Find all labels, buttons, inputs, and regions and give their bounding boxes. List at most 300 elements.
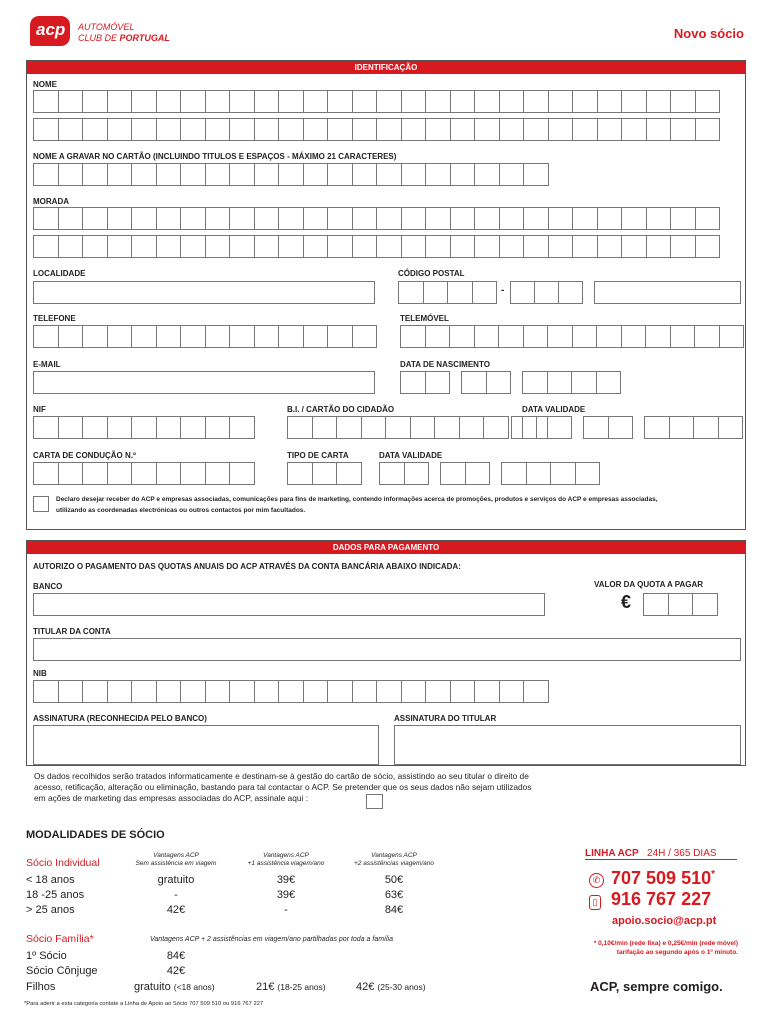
char-cell[interactable] (547, 325, 573, 348)
privacy-optout-checkbox[interactable] (366, 794, 383, 809)
char-cell[interactable] (180, 207, 206, 230)
char-cell[interactable] (425, 207, 451, 230)
char-cell[interactable] (229, 462, 255, 485)
char-cell[interactable] (499, 163, 525, 186)
char-cell[interactable] (670, 90, 696, 113)
char-cell[interactable] (522, 416, 548, 439)
bi-validade-day[interactable] (522, 416, 571, 439)
char-cell[interactable] (205, 680, 231, 703)
char-cell[interactable] (548, 90, 574, 113)
nib-input[interactable] (33, 680, 548, 703)
char-cell[interactable] (33, 90, 59, 113)
char-cell[interactable] (352, 235, 378, 258)
char-cell[interactable] (695, 207, 721, 230)
char-cell[interactable] (501, 462, 527, 485)
char-cell[interactable] (379, 462, 405, 485)
char-cell[interactable] (156, 416, 182, 439)
char-cell[interactable] (107, 207, 133, 230)
char-cell[interactable] (82, 416, 108, 439)
char-cell[interactable] (352, 207, 378, 230)
char-cell[interactable] (312, 462, 338, 485)
char-cell[interactable] (278, 90, 304, 113)
tipo-carta-input[interactable] (287, 462, 361, 485)
char-cell[interactable] (180, 90, 206, 113)
char-cell[interactable] (571, 371, 597, 394)
char-cell[interactable] (499, 680, 525, 703)
char-cell[interactable] (425, 371, 451, 394)
char-cell[interactable] (229, 325, 255, 348)
char-cell[interactable] (575, 462, 601, 485)
char-cell[interactable] (327, 325, 353, 348)
char-cell[interactable] (450, 235, 476, 258)
marketing-consent-checkbox[interactable] (33, 496, 49, 512)
char-cell[interactable] (254, 90, 280, 113)
char-cell[interactable] (107, 680, 133, 703)
char-cell[interactable] (82, 680, 108, 703)
char-cell[interactable] (229, 680, 255, 703)
char-cell[interactable] (229, 416, 255, 439)
morada-line-2[interactable] (33, 235, 719, 258)
char-cell[interactable] (558, 281, 583, 304)
char-cell[interactable] (474, 207, 500, 230)
char-cell[interactable] (646, 118, 672, 141)
char-cell[interactable] (376, 90, 402, 113)
char-cell[interactable] (523, 207, 549, 230)
char-cell[interactable] (352, 325, 378, 348)
char-cell[interactable] (474, 235, 500, 258)
identificacao-bar: IDENTIFICAÇÃO (27, 61, 745, 74)
char-cell[interactable] (33, 207, 59, 230)
support-email[interactable]: apoio.socio@acp.pt (612, 915, 717, 927)
char-cell[interactable] (156, 207, 182, 230)
char-cell[interactable] (447, 281, 473, 304)
char-cell[interactable] (376, 235, 402, 258)
char-cell[interactable] (644, 416, 670, 439)
char-cell[interactable] (107, 118, 133, 141)
char-cell[interactable] (523, 235, 549, 258)
char-cell[interactable] (621, 235, 647, 258)
col-header-1: Vantagens ACP Sem assistência em viagem (135, 852, 217, 867)
valor-quota-input[interactable] (643, 593, 717, 616)
char-cell[interactable] (670, 207, 696, 230)
char-cell[interactable] (327, 680, 353, 703)
char-cell[interactable] (131, 462, 157, 485)
char-cell[interactable] (180, 416, 206, 439)
char-cell[interactable] (352, 680, 378, 703)
char-cell[interactable] (548, 118, 574, 141)
char-cell[interactable] (550, 462, 576, 485)
char-cell[interactable] (33, 118, 59, 141)
phone-icon: ✆ (589, 873, 604, 888)
char-cell[interactable] (58, 163, 84, 186)
char-cell[interactable] (107, 90, 133, 113)
char-cell[interactable] (131, 235, 157, 258)
nome-cartao-label: NOME A GRAVAR NO CARTÃO (INCLUINDO TITULOS E ESPAÇOS - MÁXIMO 21 CARACTERES) (33, 152, 397, 161)
char-cell[interactable] (621, 90, 647, 113)
char-cell[interactable] (58, 325, 84, 348)
char-cell[interactable] (278, 118, 304, 141)
char-cell[interactable] (425, 325, 451, 348)
char-cell[interactable] (180, 163, 206, 186)
char-cell[interactable] (352, 163, 378, 186)
char-cell[interactable] (695, 90, 721, 113)
char-cell[interactable] (131, 416, 157, 439)
char-cell[interactable] (404, 462, 430, 485)
char-cell[interactable] (327, 90, 353, 113)
char-cell[interactable] (278, 325, 304, 348)
char-cell[interactable] (278, 163, 304, 186)
char-cell[interactable] (303, 235, 329, 258)
price-value: 42€ (166, 904, 186, 916)
char-cell[interactable] (718, 416, 744, 439)
char-cell[interactable] (205, 118, 231, 141)
morada-label: MORADA (33, 197, 69, 206)
char-cell[interactable] (131, 207, 157, 230)
char-cell[interactable] (33, 680, 59, 703)
carta-input[interactable] (33, 462, 254, 485)
char-cell[interactable] (534, 281, 559, 304)
codigo-postal-part-1[interactable] (398, 281, 496, 304)
char-cell[interactable] (229, 207, 255, 230)
char-cell[interactable] (621, 325, 647, 348)
char-cell[interactable] (474, 163, 500, 186)
char-cell[interactable] (572, 90, 598, 113)
char-cell[interactable] (156, 680, 182, 703)
char-cell[interactable] (474, 325, 500, 348)
col-header-3: Vantagens ACP +2 assistências viagem/ano (353, 852, 435, 867)
char-cell[interactable] (400, 371, 426, 394)
char-cell[interactable] (229, 90, 255, 113)
char-cell[interactable] (670, 325, 696, 348)
char-cell[interactable] (303, 90, 329, 113)
char-cell[interactable] (401, 207, 427, 230)
char-cell[interactable] (303, 680, 329, 703)
char-cell[interactable] (434, 416, 460, 439)
char-cell[interactable] (327, 235, 353, 258)
char-cell[interactable] (180, 118, 206, 141)
char-cell[interactable] (58, 462, 84, 485)
telefone-input[interactable] (33, 325, 376, 348)
char-cell[interactable] (583, 416, 609, 439)
char-cell[interactable] (361, 416, 387, 439)
char-cell[interactable] (401, 680, 427, 703)
char-cell[interactable] (229, 235, 255, 258)
char-cell[interactable] (596, 325, 622, 348)
char-cell[interactable] (548, 235, 574, 258)
data-nascimento-label: DATA DE NASCIMENTO (400, 360, 490, 369)
char-cell[interactable] (695, 235, 721, 258)
bi-input[interactable] (287, 416, 508, 439)
char-cell[interactable] (572, 325, 598, 348)
char-cell[interactable] (229, 163, 255, 186)
char-cell[interactable] (156, 118, 182, 141)
char-cell[interactable] (82, 462, 108, 485)
char-cell[interactable] (425, 680, 451, 703)
char-cell[interactable] (205, 325, 231, 348)
char-cell[interactable] (131, 325, 157, 348)
char-cell[interactable] (474, 90, 500, 113)
char-cell[interactable] (107, 235, 133, 258)
char-cell[interactable] (254, 163, 280, 186)
char-cell[interactable] (82, 325, 108, 348)
char-cell[interactable] (131, 163, 157, 186)
privacy-line-1: Os dados recolhidos serão tratados informaticamente e destinam-se à gestão do cartão de sócio, assistindo ao seu titular o direito de (34, 771, 529, 781)
char-cell[interactable] (58, 680, 84, 703)
char-cell[interactable] (523, 118, 549, 141)
char-cell[interactable] (483, 416, 509, 439)
char-cell[interactable] (131, 90, 157, 113)
char-cell[interactable] (278, 207, 304, 230)
char-cell[interactable] (400, 325, 426, 348)
nascimento-year[interactable] (522, 371, 620, 394)
price-value: 84€ (384, 904, 404, 916)
char-cell[interactable] (465, 462, 491, 485)
char-cell[interactable] (205, 90, 231, 113)
char-cell[interactable] (645, 325, 671, 348)
char-cell[interactable] (254, 207, 280, 230)
char-cell[interactable] (401, 235, 427, 258)
char-cell[interactable] (33, 325, 59, 348)
char-cell[interactable] (82, 235, 108, 258)
char-cell[interactable] (376, 163, 402, 186)
nome-line-2[interactable] (33, 118, 719, 141)
price-value: 63€ (384, 889, 404, 901)
char-cell[interactable] (180, 235, 206, 258)
char-cell[interactable] (646, 207, 672, 230)
char-cell[interactable] (205, 416, 231, 439)
char-cell[interactable] (450, 90, 476, 113)
char-cell[interactable] (646, 235, 672, 258)
char-cell[interactable] (156, 90, 182, 113)
char-cell[interactable] (423, 281, 449, 304)
char-cell[interactable] (107, 462, 133, 485)
price-value: 39€ (276, 889, 296, 901)
char-cell[interactable] (425, 163, 451, 186)
char-cell[interactable] (459, 416, 485, 439)
char-cell[interactable] (425, 235, 451, 258)
char-cell[interactable] (401, 118, 427, 141)
nascimento-month[interactable] (461, 371, 510, 394)
morada-line-1[interactable] (33, 207, 719, 230)
char-cell[interactable] (180, 680, 206, 703)
nascimento-day[interactable] (400, 371, 449, 394)
char-cell[interactable] (499, 235, 525, 258)
char-cell[interactable] (474, 680, 500, 703)
char-cell[interactable] (107, 416, 133, 439)
char-cell[interactable] (499, 90, 525, 113)
char-cell[interactable] (254, 680, 280, 703)
char-cell[interactable] (287, 462, 313, 485)
char-cell[interactable] (474, 118, 500, 141)
phone-number-2[interactable]: 916 767 227 (611, 889, 712, 909)
char-cell[interactable] (450, 118, 476, 141)
char-cell[interactable] (450, 207, 476, 230)
carta-validade-day[interactable] (379, 462, 428, 485)
char-cell[interactable] (376, 680, 402, 703)
carta-validade-year[interactable] (501, 462, 599, 485)
assinatura-banco-box[interactable] (33, 725, 379, 765)
char-cell[interactable] (398, 281, 424, 304)
char-cell[interactable] (692, 593, 718, 616)
codigo-postal-locality[interactable] (594, 281, 741, 304)
char-cell[interactable] (352, 118, 378, 141)
char-cell[interactable] (719, 325, 745, 348)
localidade-input[interactable] (33, 281, 375, 304)
char-cell[interactable] (693, 416, 719, 439)
char-cell[interactable] (596, 371, 622, 394)
carta-validade-month[interactable] (440, 462, 489, 485)
char-cell[interactable] (131, 118, 157, 141)
char-cell[interactable] (621, 207, 647, 230)
char-cell[interactable] (450, 680, 476, 703)
bi-validade-month[interactable] (583, 416, 632, 439)
char-cell[interactable] (336, 416, 362, 439)
char-cell[interactable] (608, 416, 634, 439)
char-cell[interactable] (205, 235, 231, 258)
char-cell[interactable] (82, 207, 108, 230)
char-cell[interactable] (449, 325, 475, 348)
char-cell[interactable] (410, 416, 436, 439)
char-cell[interactable] (472, 281, 498, 304)
email-input[interactable] (33, 371, 375, 394)
char-cell[interactable] (670, 235, 696, 258)
char-cell[interactable] (376, 118, 402, 141)
char-cell[interactable] (107, 325, 133, 348)
char-cell[interactable] (33, 235, 59, 258)
banco-input[interactable] (33, 593, 545, 616)
char-cell[interactable] (33, 416, 59, 439)
bi-validade-year[interactable] (644, 416, 742, 439)
char-cell[interactable] (670, 118, 696, 141)
char-cell[interactable] (156, 163, 182, 186)
char-cell[interactable] (327, 118, 353, 141)
char-cell[interactable] (303, 118, 329, 141)
char-cell[interactable] (643, 593, 669, 616)
char-cell[interactable] (205, 207, 231, 230)
char-cell[interactable] (205, 462, 231, 485)
char-cell[interactable] (58, 207, 84, 230)
nome-cartao-input[interactable] (33, 163, 548, 186)
char-cell[interactable] (278, 235, 304, 258)
char-cell[interactable] (180, 325, 206, 348)
titular-input[interactable] (33, 638, 741, 661)
char-cell[interactable] (572, 235, 598, 258)
char-cell[interactable] (401, 163, 427, 186)
char-cell[interactable] (254, 118, 280, 141)
char-cell[interactable] (597, 90, 623, 113)
char-cell[interactable] (336, 462, 362, 485)
char-cell[interactable] (597, 207, 623, 230)
char-cell[interactable] (694, 325, 720, 348)
char-cell[interactable] (523, 90, 549, 113)
char-cell[interactable] (498, 325, 524, 348)
char-cell[interactable] (205, 163, 231, 186)
char-cell[interactable] (229, 118, 255, 141)
char-cell[interactable] (461, 371, 487, 394)
char-cell[interactable] (669, 416, 695, 439)
char-cell[interactable] (597, 235, 623, 258)
char-cell[interactable] (548, 207, 574, 230)
linha-acp-header (585, 848, 737, 860)
codigo-postal-part-2[interactable] (510, 281, 582, 304)
char-cell[interactable] (33, 462, 59, 485)
char-cell[interactable] (156, 462, 182, 485)
char-cell[interactable] (327, 163, 353, 186)
telemovel-input[interactable] (400, 325, 743, 348)
char-cell[interactable] (486, 371, 512, 394)
char-cell[interactable] (522, 371, 548, 394)
char-cell[interactable] (425, 118, 451, 141)
filhos-price-1: gratuito (<18 anos) (134, 981, 215, 993)
nome-line-1[interactable] (33, 90, 719, 113)
char-cell[interactable] (180, 462, 206, 485)
char-cell[interactable] (303, 163, 329, 186)
char-cell[interactable] (303, 207, 329, 230)
char-cell[interactable] (450, 163, 476, 186)
char-cell[interactable] (547, 371, 573, 394)
char-cell[interactable] (376, 207, 402, 230)
char-cell[interactable] (254, 325, 280, 348)
char-cell[interactable] (82, 163, 108, 186)
document-title: Novo sócio (673, 26, 744, 41)
char-cell[interactable] (33, 163, 59, 186)
char-cell[interactable] (523, 325, 549, 348)
char-cell[interactable] (523, 680, 549, 703)
char-cell[interactable] (668, 593, 694, 616)
char-cell[interactable] (526, 462, 552, 485)
char-cell[interactable] (287, 416, 313, 439)
char-cell[interactable] (82, 90, 108, 113)
char-cell[interactable] (440, 462, 466, 485)
char-cell[interactable] (499, 207, 525, 230)
char-cell[interactable] (131, 680, 157, 703)
char-cell[interactable] (278, 680, 304, 703)
char-cell[interactable] (58, 90, 84, 113)
char-cell[interactable] (510, 281, 535, 304)
char-cell[interactable] (156, 235, 182, 258)
char-cell[interactable] (82, 118, 108, 141)
pagamento-bar: DADOS PARA PAGAMENTO (27, 541, 745, 554)
assinatura-titular-box[interactable] (394, 725, 741, 765)
char-cell[interactable] (499, 118, 525, 141)
char-cell[interactable] (58, 416, 84, 439)
char-cell[interactable] (352, 90, 378, 113)
char-cell[interactable] (303, 325, 329, 348)
char-cell[interactable] (327, 207, 353, 230)
char-cell[interactable] (58, 235, 84, 258)
char-cell[interactable] (254, 235, 280, 258)
char-cell[interactable] (695, 118, 721, 141)
char-cell[interactable] (523, 163, 549, 186)
char-cell[interactable] (425, 90, 451, 113)
char-cell[interactable] (646, 90, 672, 113)
familia-header: Vantagens ACP + 2 assistências em viagem/ano partilhadas por toda a família (150, 936, 393, 943)
char-cell[interactable] (401, 90, 427, 113)
char-cell[interactable] (107, 163, 133, 186)
char-cell[interactable] (156, 325, 182, 348)
char-cell[interactable] (547, 416, 573, 439)
nif-input[interactable] (33, 416, 254, 439)
char-cell[interactable] (597, 118, 623, 141)
char-cell[interactable] (312, 416, 338, 439)
privacy-line-3: em ações de marketing das empresas associadas do ACP, assinale aqui : (34, 793, 309, 803)
char-cell[interactable] (572, 118, 598, 141)
phone-number-1[interactable]: 707 509 510* (611, 868, 716, 888)
char-cell[interactable] (385, 416, 411, 439)
char-cell[interactable] (621, 118, 647, 141)
char-cell[interactable] (572, 207, 598, 230)
char-cell[interactable] (58, 118, 84, 141)
